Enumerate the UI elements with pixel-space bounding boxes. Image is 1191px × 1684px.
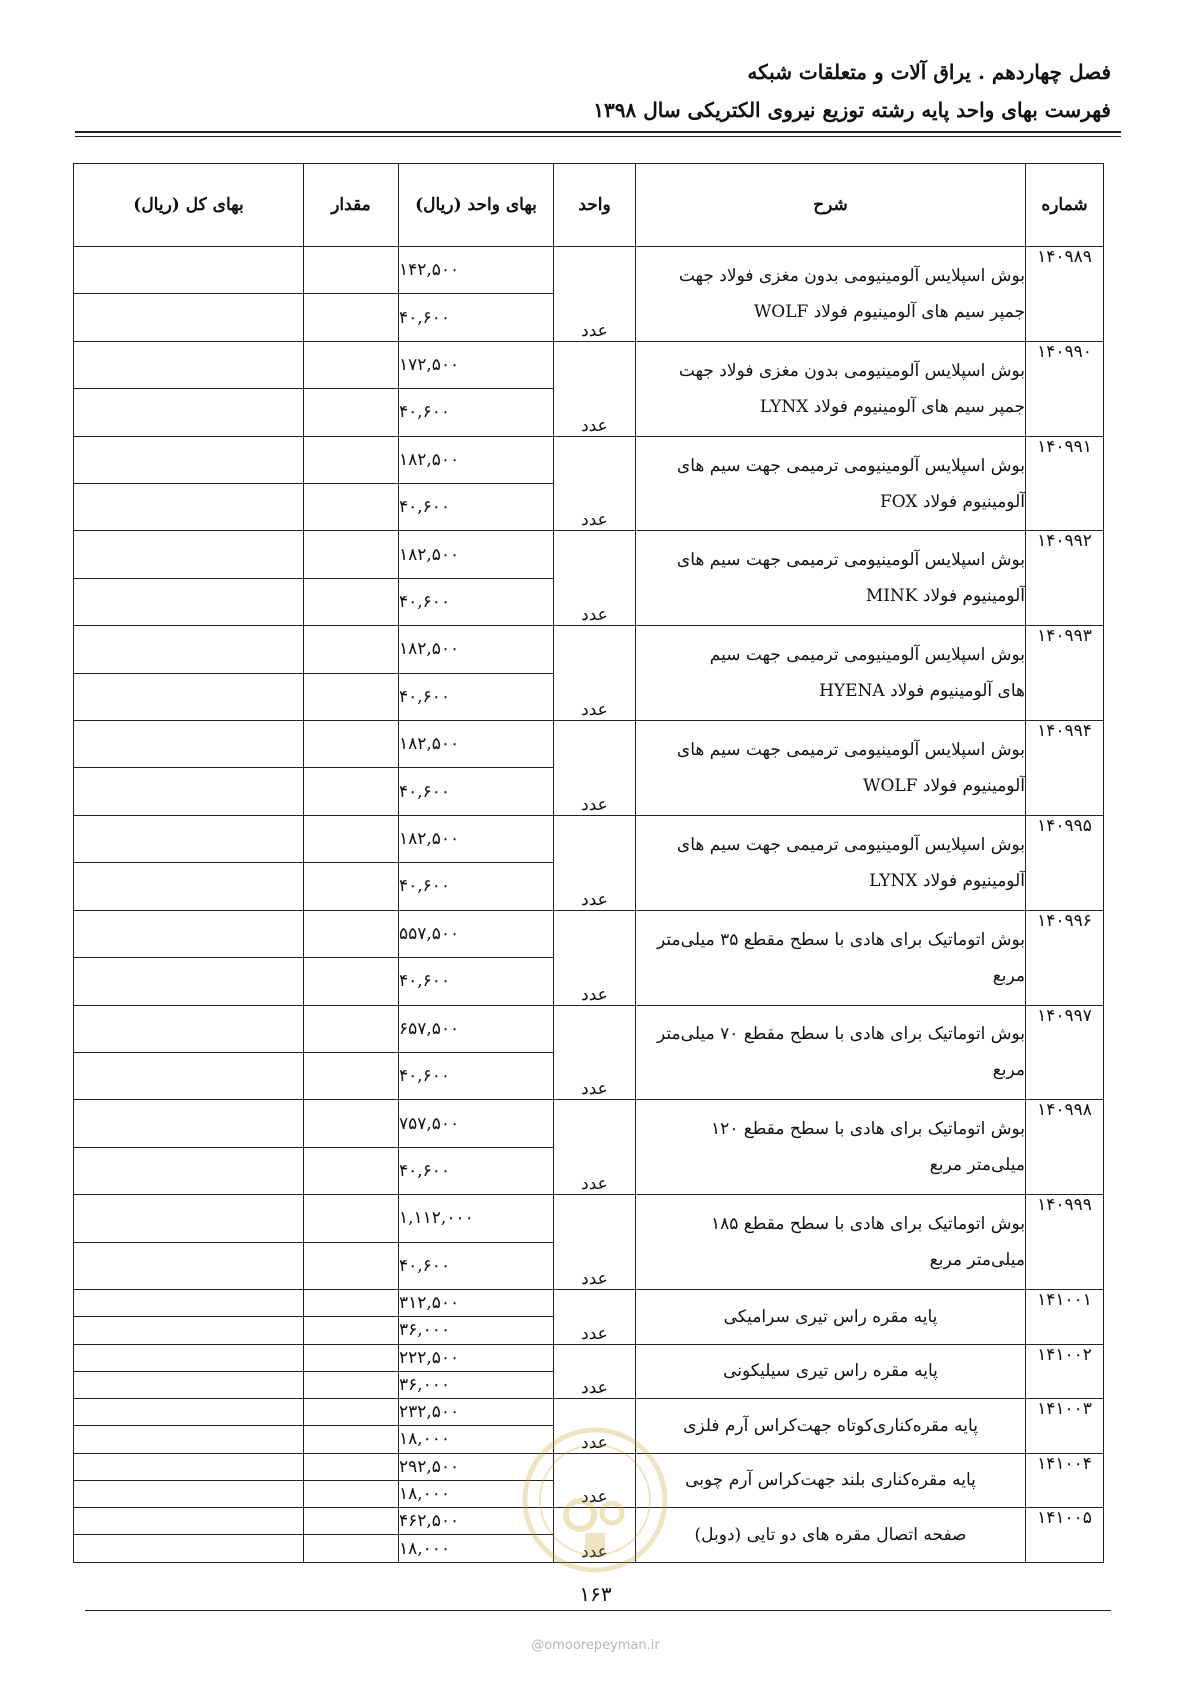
quantity-cell — [304, 673, 399, 720]
item-unit: عدد — [554, 910, 636, 1005]
total-price-cell — [74, 341, 304, 388]
total-price-cell — [74, 1317, 304, 1344]
item-unit: عدد — [554, 436, 636, 531]
total-price-cell — [74, 247, 304, 294]
header-rule-thin — [75, 136, 1121, 137]
unit-price-supply: ۱۸۲,۵۰۰ — [399, 531, 554, 578]
total-price-cell — [74, 1508, 304, 1535]
total-price-cell — [74, 673, 304, 720]
unit-price-supply: ۱۸۲,۵۰۰ — [399, 436, 554, 483]
list-title: فهرست بهای واحد پایه رشته توزیع نیروی الکتریکی سال ۱۳۹۸ — [593, 98, 1111, 122]
table-row — [74, 531, 1104, 578]
item-number: ۱۴۱۰۰۱ — [1026, 1289, 1104, 1344]
description-line-1: پایه مقره راس تیری سرامیکی — [723, 1306, 938, 1327]
price-table — [73, 163, 1104, 1563]
unit-price-install: ۴۰,۶۰۰ — [399, 863, 554, 910]
total-price-cell — [74, 1535, 304, 1563]
unit-price-supply: ۳۱۲,۵۰۰ — [399, 1289, 554, 1316]
description-line-1: بوش اسپلایس آلومینیومی ترمیمی جهت سیم های — [676, 739, 1025, 760]
item-number: ۱۴۱۰۰۴ — [1026, 1453, 1104, 1508]
total-price-cell — [74, 484, 304, 531]
unit-price-install: ۴۰,۶۰۰ — [399, 484, 554, 531]
quantity-cell — [304, 1005, 399, 1052]
quantity-cell — [304, 721, 399, 768]
item-number: ۱۴۰۹۸۹ — [1026, 247, 1104, 342]
description-line-2: های آلومینیوم فولاد HYENA — [819, 681, 1025, 702]
total-price-cell — [74, 958, 304, 1005]
total-price-cell — [74, 910, 304, 957]
description-line-1: پایه مقره‌کناری‌کوتاه جهت‌کراس آرم فلزی — [683, 1415, 978, 1436]
item-number: ۱۴۰۹۹۶ — [1026, 910, 1104, 1005]
total-price-cell — [74, 1242, 304, 1289]
total-price-cell — [74, 1100, 304, 1147]
total-price-cell — [74, 1289, 304, 1316]
page-number: ۱۶۳ — [579, 1582, 612, 1606]
unit-price-install: ۴۰,۶۰۰ — [399, 673, 554, 720]
description-line-1: بوش اتوماتیک برای هادی با سطح مقطع ۱۲۰ — [710, 1119, 1025, 1140]
unit-price-supply: ۱۸۲,۵۰۰ — [399, 815, 554, 862]
table-row — [74, 1508, 1104, 1535]
unit-price-supply: ۷۵۷,۵۰۰ — [399, 1100, 554, 1147]
description-line-1: بوش اتوماتیک برای هادی با سطح مقطع ۱۸۵ — [710, 1214, 1025, 1235]
table-row — [74, 910, 1104, 957]
description-line-2: جمپر سیم های آلومینیوم فولاد WOLF — [753, 301, 1025, 322]
item-description — [636, 1289, 1026, 1344]
description-line-2: آلومینیوم فولاد MINK — [865, 586, 1025, 607]
total-price-cell — [74, 1147, 304, 1194]
item-number: ۱۴۱۰۰۵ — [1026, 1508, 1104, 1563]
item-number: ۱۴۰۹۹۰ — [1026, 341, 1104, 436]
quantity-cell — [304, 294, 399, 341]
item-description — [636, 721, 1026, 816]
description-line-1: بوش اسپلایس آلومینیومی ترمیمی جهت سیم — [709, 645, 1025, 666]
unit-price-install: ۳۶,۰۰۰ — [399, 1317, 554, 1344]
total-price-cell — [74, 768, 304, 815]
item-description — [636, 626, 1026, 721]
item-unit: عدد — [554, 1005, 636, 1100]
header-rule-thick — [75, 131, 1121, 133]
item-description — [636, 247, 1026, 342]
description-line-1: بوش اسپلایس آلومینیومی ترمیمی جهت سیم های — [676, 455, 1025, 476]
unit-price-install: ۴۰,۶۰۰ — [399, 389, 554, 436]
quantity-cell — [304, 1317, 399, 1344]
quantity-cell — [304, 484, 399, 531]
total-price-cell — [74, 1195, 304, 1242]
total-price-cell — [74, 1426, 304, 1453]
description-line-2: میلی‌متر مربع — [929, 1250, 1025, 1271]
quantity-cell — [304, 1147, 399, 1194]
unit-price-install: ۳۶,۰۰۰ — [399, 1371, 554, 1398]
table-row — [74, 1453, 1104, 1480]
item-unit: عدد — [554, 1399, 636, 1454]
item-description — [636, 531, 1026, 626]
table-row — [74, 1195, 1104, 1242]
table-header-row — [74, 164, 1104, 247]
chapter-title: فصل چهاردهم . یراق آلات و متعلقات شبکه — [747, 60, 1111, 84]
quantity-cell — [304, 768, 399, 815]
quantity-cell — [304, 1289, 399, 1316]
total-price-cell — [74, 1052, 304, 1099]
quantity-cell — [304, 1480, 399, 1507]
col-header-description: شرح — [636, 164, 1026, 247]
quantity-cell — [304, 1508, 399, 1535]
quantity-cell — [304, 1535, 399, 1563]
item-unit: عدد — [554, 247, 636, 342]
col-header-total-price: بهای کل (ریال) — [74, 164, 304, 247]
item-unit: عدد — [554, 531, 636, 626]
total-price-cell — [74, 815, 304, 862]
total-price-cell — [74, 389, 304, 436]
table-row — [74, 721, 1104, 768]
item-number: ۱۴۱۰۰۲ — [1026, 1344, 1104, 1399]
item-number: ۱۴۱۰۰۳ — [1026, 1399, 1104, 1454]
quantity-cell — [304, 1453, 399, 1480]
item-number: ۱۴۰۹۹۷ — [1026, 1005, 1104, 1100]
col-header-unit: واحد — [554, 164, 636, 247]
item-description — [636, 1508, 1026, 1563]
quantity-cell — [304, 1242, 399, 1289]
item-description — [636, 341, 1026, 436]
quantity-cell — [304, 815, 399, 862]
description-line-1: بوش اسپلایس آلومینیومی ترمیمی جهت سیم های — [676, 834, 1025, 855]
quantity-cell — [304, 910, 399, 957]
quantity-cell — [304, 578, 399, 625]
description-line-2: مربع — [992, 965, 1025, 986]
unit-price-supply: ۲۳۲,۵۰۰ — [399, 1399, 554, 1426]
total-price-cell — [74, 1480, 304, 1507]
item-unit: عدد — [554, 721, 636, 816]
description-line-2: میلی‌متر مربع — [929, 1155, 1025, 1176]
table-row — [74, 436, 1104, 483]
item-number: ۱۴۰۹۹۲ — [1026, 531, 1104, 626]
unit-price-supply: ۱۸۲,۵۰۰ — [399, 721, 554, 768]
item-number: ۱۴۰۹۹۳ — [1026, 626, 1104, 721]
unit-price-install: ۴۰,۶۰۰ — [399, 1147, 554, 1194]
unit-price-supply: ۱۸۲,۵۰۰ — [399, 626, 554, 673]
table-row — [74, 626, 1104, 673]
description-line-2: مربع — [992, 1060, 1025, 1081]
item-unit: عدد — [554, 626, 636, 721]
quantity-cell — [304, 341, 399, 388]
col-header-number: شماره — [1026, 164, 1104, 247]
table-row — [74, 341, 1104, 388]
total-price-cell — [74, 531, 304, 578]
description-line-2: آلومینیوم فولاد WOLF — [863, 775, 1025, 796]
table-row — [74, 1289, 1104, 1316]
footer-rule — [85, 1610, 1111, 1611]
quantity-cell — [304, 958, 399, 1005]
col-header-quantity: مقدار — [304, 164, 399, 247]
unit-price-install: ۱۸,۰۰۰ — [399, 1535, 554, 1563]
description-line-1: بوش اتوماتیک برای هادی با سطح مقطع ۳۵ میلی‌متر — [657, 929, 1025, 950]
total-price-cell — [74, 294, 304, 341]
quantity-cell — [304, 1426, 399, 1453]
item-description — [636, 436, 1026, 531]
description-line-2: آلومینیوم فولاد FOX — [879, 491, 1025, 512]
total-price-cell — [74, 1005, 304, 1052]
table-row — [74, 815, 1104, 862]
quantity-cell — [304, 1399, 399, 1426]
site-watermark: @omoorepeyman.ir — [531, 1638, 660, 1653]
unit-price-supply: ۱۷۲,۵۰۰ — [399, 341, 554, 388]
description-line-1: بوش اتوماتیک برای هادی با سطح مقطع ۷۰ میلی‌متر — [657, 1024, 1025, 1045]
total-price-cell — [74, 863, 304, 910]
item-unit: عدد — [554, 1508, 636, 1563]
unit-price-supply: ۴۶۲,۵۰۰ — [399, 1508, 554, 1535]
item-unit: عدد — [554, 341, 636, 436]
unit-price-supply: ۲۲۲,۵۰۰ — [399, 1344, 554, 1371]
unit-price-install: ۴۰,۶۰۰ — [399, 1242, 554, 1289]
unit-price-supply: ۱۴۲,۵۰۰ — [399, 247, 554, 294]
total-price-cell — [74, 721, 304, 768]
description-line-2: جمپر سیم های آلومینیوم فولاد LYNX — [759, 396, 1025, 417]
item-unit: عدد — [554, 1289, 636, 1344]
item-description — [636, 1399, 1026, 1454]
item-number: ۱۴۰۹۹۸ — [1026, 1100, 1104, 1195]
item-number: ۱۴۰۹۹۱ — [1026, 436, 1104, 531]
total-price-cell — [74, 1453, 304, 1480]
description-line-2: آلومینیوم فولاد LYNX — [869, 870, 1025, 891]
description-line-1: پایه مقره‌کناری بلند جهت‌کراس آرم چوبی — [685, 1470, 976, 1491]
item-unit: عدد — [554, 1195, 636, 1290]
unit-price-install: ۱۸,۰۰۰ — [399, 1426, 554, 1453]
quantity-cell — [304, 389, 399, 436]
table-row — [74, 1100, 1104, 1147]
quantity-cell — [304, 247, 399, 294]
quantity-cell — [304, 531, 399, 578]
quantity-cell — [304, 626, 399, 673]
table-row — [74, 1005, 1104, 1052]
unit-price-install: ۴۰,۶۰۰ — [399, 1052, 554, 1099]
unit-price-install: ۴۰,۶۰۰ — [399, 768, 554, 815]
table-row — [74, 1399, 1104, 1426]
total-price-cell — [74, 1399, 304, 1426]
table-row — [74, 1344, 1104, 1371]
unit-price-install: ۴۰,۶۰۰ — [399, 958, 554, 1005]
item-number: ۱۴۰۹۹۹ — [1026, 1195, 1104, 1290]
description-line-1: صفحه اتصال مقره های دو تایی (دوبل) — [694, 1525, 967, 1546]
item-description — [636, 1344, 1026, 1399]
quantity-cell — [304, 1195, 399, 1242]
description-line-1: بوش اسپلایس آلومینیومی ترمیمی جهت سیم های — [676, 550, 1025, 571]
item-description — [636, 1005, 1026, 1100]
item-unit: عدد — [554, 1453, 636, 1508]
total-price-cell — [74, 578, 304, 625]
quantity-cell — [304, 1052, 399, 1099]
item-description — [636, 1195, 1026, 1290]
quantity-cell — [304, 863, 399, 910]
unit-price-install: ۱۸,۰۰۰ — [399, 1480, 554, 1507]
unit-price-supply: ۲۹۲,۵۰۰ — [399, 1453, 554, 1480]
quantity-cell — [304, 1344, 399, 1371]
quantity-cell — [304, 1100, 399, 1147]
unit-price-supply: ۶۵۷,۵۰۰ — [399, 1005, 554, 1052]
quantity-cell — [304, 436, 399, 483]
total-price-cell — [74, 1371, 304, 1398]
unit-price-supply: ۱,۱۱۲,۰۰۰ — [399, 1195, 554, 1242]
item-number: ۱۴۰۹۹۴ — [1026, 721, 1104, 816]
description-line-1: بوش اسپلایس آلومینیومی بدون مغزی فولاد جهت — [678, 265, 1025, 286]
item-number: ۱۴۰۹۹۵ — [1026, 815, 1104, 910]
description-line-1: پایه مقره راس تیری سیلیکونی — [723, 1361, 938, 1382]
description-line-1: بوش اسپلایس آلومینیومی بدون مغزی فولاد جهت — [678, 360, 1025, 381]
unit-price-supply: ۵۵۷,۵۰۰ — [399, 910, 554, 957]
item-description — [636, 1453, 1026, 1508]
unit-price-install: ۴۰,۶۰۰ — [399, 294, 554, 341]
item-unit: عدد — [554, 1100, 636, 1195]
item-unit: عدد — [554, 815, 636, 910]
total-price-cell — [74, 1344, 304, 1371]
quantity-cell — [304, 1371, 399, 1398]
item-description — [636, 1100, 1026, 1195]
total-price-cell — [74, 626, 304, 673]
col-header-unit-price: بهای واحد (ریال) — [399, 164, 554, 247]
item-unit: عدد — [554, 1344, 636, 1399]
item-description — [636, 910, 1026, 1005]
unit-price-install: ۴۰,۶۰۰ — [399, 578, 554, 625]
table-row — [74, 247, 1104, 294]
item-description — [636, 815, 1026, 910]
total-price-cell — [74, 436, 304, 483]
